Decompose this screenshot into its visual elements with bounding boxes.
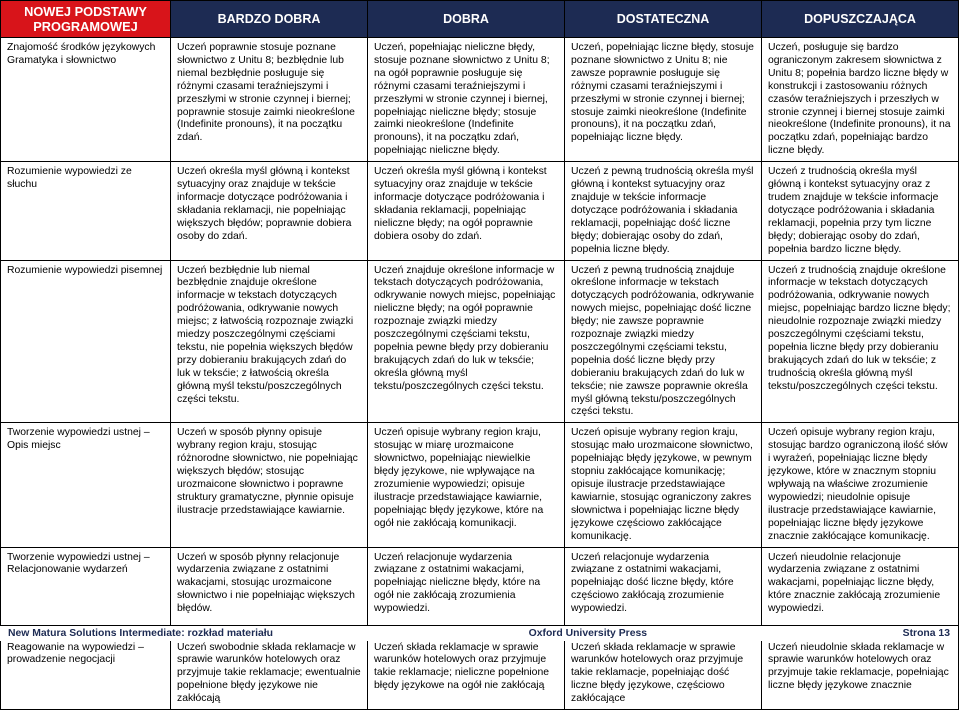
row-label: Rozumienie wypowiedzi ze słuchu (1, 162, 171, 260)
table-row (1, 423, 959, 547)
table-row (1, 260, 959, 423)
row-label: Reagowanie na wypowiedzi – prowadzenie negocjacji (1, 637, 171, 710)
table-row (1, 38, 959, 162)
criteria-cell: Uczeń z trudnością znajduje określone informacje w tekstach dotyczących podróżowania, odkrywanie nowych miejsc, popełniając bardzo liczne błędy; nieudolnie rozpoznaje związki miedzy poszczególnymi częściami tekstu, popełnia liczne błędy przy dobieraniu brakujących zdań do luk w teksćie; z trudnością określa główną myśl tekstu/poszczególnych części tekstu. (762, 260, 959, 423)
criteria-cell: Uczeń relacjonuje wydarzenia związane z ostatnimi wakacjami, popełniając nieliczne błędy, które na ogół nie zakłócają zrozumienia wypowiedzi. (368, 547, 565, 630)
table-row (1, 547, 959, 630)
criteria-cell: Uczeń składa reklamacje w sprawie warunków hotelowych oraz przyjmuje takie reklamacje, popełniając dość liczne błędy językowe, częściowo zakłócające (565, 637, 762, 710)
row-label: Znajomość środków językowych Gramatyka i słownictwo (1, 38, 171, 162)
criteria-cell: Uczeń, posługuje się bardzo ograniczonym zakresem słownictwa z Unitu 8; popełnia bardzo liczne błędy w konstrukcji i zastosowaniu różnych czasów teraźniejszych i przeszłych w stronie czynnej i biernej stosuje zaimki nieokreślone (Indefinite pronouns), it na początku zdań, popełniając bardzo liczne błędy. (762, 38, 959, 162)
footer-publisher: Oxford University Press (528, 628, 648, 639)
criteria-cell: Uczeń z pewną trudnością znajduje określone informacje w tekstach dotyczących podróżowania, odkrywanie nowych miejsc, popełniając dość liczne błędy; nie zawsze poprawnie rozpoznaje związki miedzy poszczególnymi częściami tekstu, popełnia dość liczne błędy przy dobieraniu brakujących zdań do luk w teksćie; nie zawsze poprawnie określa myśl główną tekstu/poszczególnych części tekstu. (565, 260, 762, 423)
criteria-cell: Uczeń, popełniając liczne błędy, stosuje poznane słownictwo z Unitu 8; nie zawsze poprawnie posługuje się różnymi czasami teraźniejszymi i przeszłymi w stronie czynnej i biernej; stosuje zaimki nieokreślone (Indefinite pronouns), it na początku zdań, popełniając liczne błędy. (565, 38, 762, 162)
criteria-cell: Uczeń określa myśl główną i kontekst sytuacyjny oraz znajduje w tekście informacje dotyczące podróżowania i składania reklamacji, nie popełniając większych błędów; poprawnie dobiera osoby do zdań. (171, 162, 368, 260)
table-row (1, 162, 959, 260)
criteria-cell: Uczeń bezbłędnie lub niemal bezbłędnie znajduje określone informacje w tekstach dotyczących podróżowania, odkrywanie nowych miejsc; z łatwością rozpoznaje związki miedzy poszczególnymi częściami tekstu, nie popełnia większych błędów przy dobieraniu brakujących zdań do luk w teksćie; z łatwością określa główną myśl tekstu/poszczególnych części tekstu. (171, 260, 368, 423)
criteria-cell: Uczeń z trudnością określa myśl główną i kontekst sytuacyjny oraz z trudem znajduje w tekście informacje dotyczące podróżowania i składania reklamacji, popełnia przy tym liczne błędy; dobierając osoby do zdań, popełnia bardzo liczne błędy. (762, 162, 959, 260)
footer-course-title: New Matura Solutions Intermediate: rozkład materiału (8, 628, 274, 639)
row-label: Tworzenie wypowiedzi ustnej – Relacjonowanie wydarzeń (1, 547, 171, 630)
footer-page-number: Strona 13 (902, 628, 950, 639)
criteria-cell: Uczeń w sposób płynny opisuje wybrany region kraju, stosując różnorodne słownictwo, nie popełniając większych błędów; stosując urozmaicone słownictwo i poprawne struktury gramatyczne, płynnie opisuje ilustracje przedstawiające kawiarnie. (171, 423, 368, 547)
header-grade-sufficient: DOPUSZCZAJĄCA (762, 1, 959, 38)
criteria-cell: Uczeń opisuje wybrany region kraju, stosując mało urozmaicone słownictwo, popełniając błędy językowe, w pewnym stopniu zakłócające komunikację; opisuje ilustracje przedstawiające kawiarnie, stosując ograniczony zakres słownictwa i popełniając liczne błędy językowe częściowo zakłócające komunikację. (565, 423, 762, 547)
criteria-cell: Uczeń określa myśl główną i kontekst sytuacyjny oraz znajduje w tekście informacje dotyczące podróżowania i składania reklamacji, popełniając nieliczne błędy; na ogół poprawnie dobiera osoby do zdań. (368, 162, 565, 260)
criteria-cell: Uczeń składa reklamacje w sprawie warunków hotelowych oraz przyjmuje takie reklamacje; nieliczne popełnione błędy językowe na ogół nie zakłócają (368, 637, 565, 710)
header-grade-good: DOBRA (368, 1, 565, 38)
criteria-cell: Uczeń w sposób płynny relacjonuje wydarzenia związane z ostatnimi wakacjami, stosując urozmaicone słownictwo i nie popełniając większych błędów. (171, 547, 368, 630)
criteria-cell: Uczeń swobodnie składa reklamacje w sprawie warunków hotelowych oraz przyjmuje takie reklamacje; ewentualnie popełnione błędy językowe nie zakłócają (171, 637, 368, 710)
criteria-cell: Uczeń nieudolnie relacjonuje wydarzenia związane z ostatnimi wakacjami, popełniając liczne błędy, które znacznie zakłócają zrozumienie wypowiedzi. (762, 547, 959, 630)
criteria-cell: Uczeń poprawnie stosuje poznane słownictwo z Unitu 8; bezbłędnie lub niemal bezbłędnie posługuje się różnymi czasami teraźniejszymi i przeszłymi w stronie czynnej i biernej; poprawnie stosuje zaimki nieokreślone (Indefinite pronouns), it na początku zdań. (171, 38, 368, 162)
criteria-cell: Uczeń opisuje wybrany region kraju, stosując bardzo ograniczoną ilość słów i wyrażeń, popełniając liczne błędy językowe, które w znacznym stopniu wpływają na właściwe zrozumienie wypowiedzi; nieudolnie opisuje ilustracje przedstawiające kawiarnie, popełniając liczne błędy językowe znacznie zakłócające komunikację. (762, 423, 959, 547)
criteria-cell: Uczeń relacjonuje wydarzenia związane z ostatnimi wakacjami, popełniając dość liczne błędy, które częściowo zakłócają zrozumienie wypowiedzi. (565, 547, 762, 630)
header-grade-satisfactory: DOSTATECZNA (565, 1, 762, 38)
criteria-cell: Uczeń z pewną trudnością określa myśl główną i kontekst sytuacyjny oraz znajduje w tekście informacje dotyczące podróżowania i składania reklamacji, popełniając dość liczne błędy; dobierając osoby do zdań, popełnia liczne błędy. (565, 162, 762, 260)
row-label: Rozumienie wypowiedzi pisemnej (1, 260, 171, 423)
table-header-row (1, 1, 959, 38)
header-corner-cell: NOWEJ PODSTAWY PROGRAMOWEJ (1, 1, 171, 38)
page-footer (0, 625, 958, 641)
criteria-cell: Uczeń, popełniając nieliczne błędy, stosuje poznane słownictwo z Unitu 8; na ogół poprawnie posługuje się różnymi czasami teraźniejszymi i przeszłymi w stronie czynnej i biernej, popełniając nieliczne błędy; stosuje zaimki nieokreślone (Indefinite pronouns), it na początku zdań, popełniając nieliczne błędy. (368, 38, 565, 162)
criteria-cell: Uczeń nieudolnie składa reklamacje w sprawie warunków hotelowych oraz przyjmuje takie reklamacje, popełniając liczne błędy językowe znacznie (762, 637, 959, 710)
table-row (1, 637, 959, 710)
row-label: Tworzenie wypowiedzi ustnej – Opis miejsc (1, 423, 171, 547)
header-grade-very-good: BARDZO DOBRA (171, 1, 368, 38)
criteria-cell: Uczeń znajduje określone informacje w tekstach dotyczących podróżowania, odkrywanie nowych miejsc, popełniając nieliczne błędy; na ogół poprawnie rozpoznaje związki miedzy poszczególnymi częściami tekstu, popełnia pewne błędy przy dobieraniu brakujących zdań do luk w teksćie; określa główną myśl tekstu/poszczególnych części tekstu. (368, 260, 565, 423)
criteria-cell: Uczeń opisuje wybrany region kraju, stosując w miarę urozmaicone słownictwo, popełniając niewielkie błędy językowe, nie wpływające na zrozumienie wypowiedzi; opisuje ilustracje przedstawiające kawiarnie, popełniając błędy językowe, które na ogół nie zakłócają komunikacji. (368, 423, 565, 547)
